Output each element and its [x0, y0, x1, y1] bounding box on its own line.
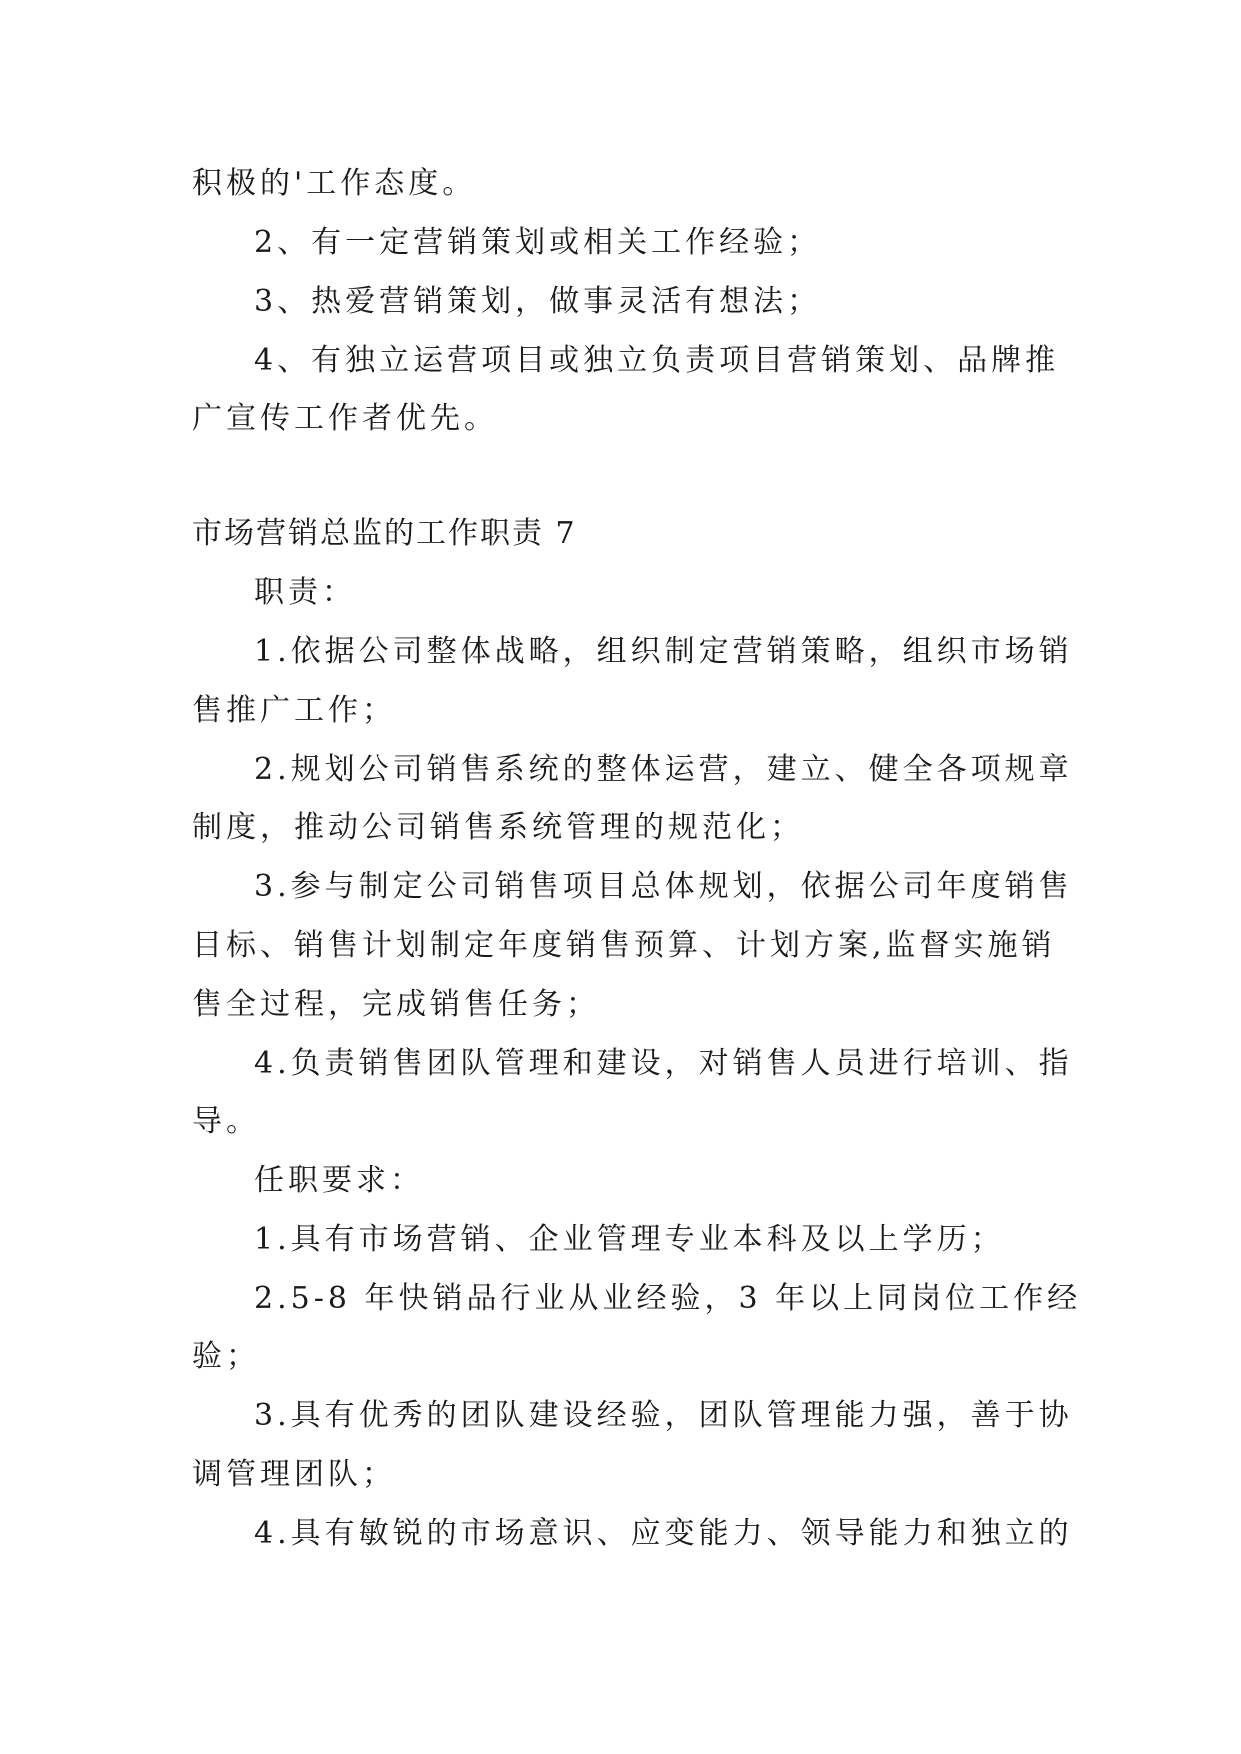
list-item: 2.规划公司销售系统的整体运营，建立、健全各项规章: [254, 752, 1073, 787]
list-item: 3.参与制定公司销售项目总体规划，依据公司年度销售: [254, 869, 1073, 904]
section-heading: 市场营销总监的工作职责 7: [192, 516, 577, 551]
list-item: 3、热爱营销策划，做事灵活有想法；: [254, 284, 822, 319]
list-item: 2.5-8 年快销品行业从业经验，3 年以上同岗位工作经: [254, 1281, 1082, 1316]
text-line: 导。: [192, 1104, 260, 1139]
text-line: 制度，推动公司销售系统管理的规范化；: [192, 810, 804, 845]
list-item: 4、有独立运营项目或独立负责项目营销策划、品牌推: [254, 343, 1060, 378]
text-line: 积极的'工作态度。: [192, 166, 477, 201]
list-item: 3.具有优秀的团队建设经验，团队管理能力强，善于协: [254, 1398, 1073, 1433]
text-line: 广宣传工作者优先。: [192, 401, 498, 436]
list-item: 1.具有市场营销、企业管理专业本科及以上学历；: [254, 1222, 1005, 1257]
list-item: 4.负责销售团队管理和建设，对销售人员进行培训、指: [254, 1046, 1073, 1081]
text-line: 售全过程，完成销售任务；: [192, 987, 600, 1022]
subheading: 职责：: [254, 575, 356, 610]
subheading: 任职要求：: [254, 1163, 424, 1198]
text-line: 调管理团队；: [192, 1457, 396, 1492]
text-line: 目标、销售计划制定年度销售预算、计划方案,监督实施销: [192, 928, 1056, 963]
list-item: 2、有一定营销策划或相关工作经验；: [254, 225, 822, 260]
text-line: 验；: [192, 1339, 260, 1374]
text-line: 售推广工作；: [192, 693, 396, 728]
list-item: 1.依据公司整体战略，组织制定营销策略，组织市场销: [254, 634, 1073, 669]
list-item: 4.具有敏锐的市场意识、应变能力、领导能力和独立的: [254, 1516, 1073, 1551]
